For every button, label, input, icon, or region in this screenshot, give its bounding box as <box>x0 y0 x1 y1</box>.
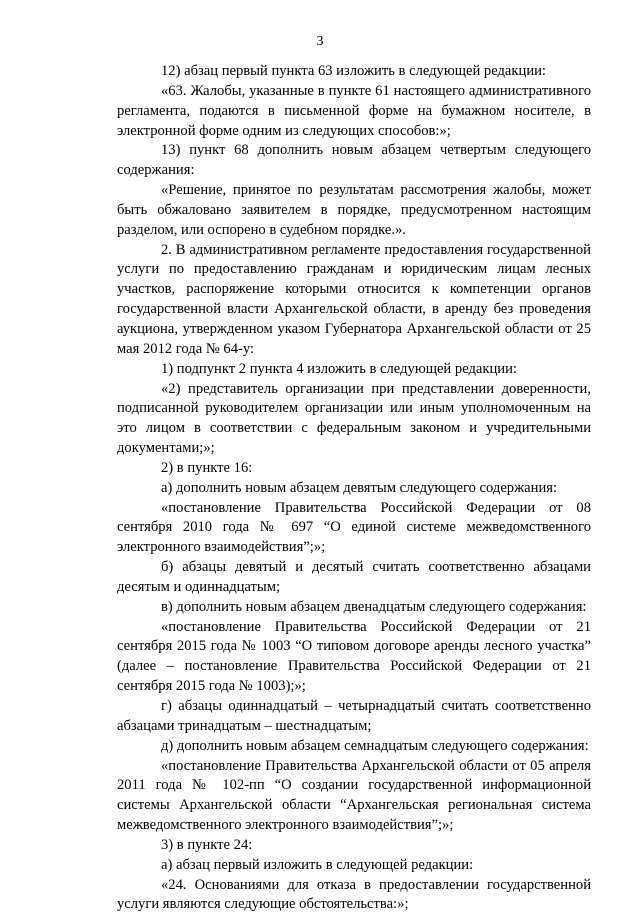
document-body <box>117 62 591 915</box>
paragraph: «постановление Правительства Российской Федерации от 08 сентября 2010 года № 697 “О единой системе межведомственного электронного взаимодействия”;»; <box>117 499 591 556</box>
paragraph: д) дополнить новым абзацем семнадцатым следующего содержания: <box>161 737 589 754</box>
paragraph: «постановление Правительства Российской Федерации от 21 сентября 2015 года № 1003 “О типовом договоре аренды лесного участка” (далее – постановление Правительства Российской Федерации от 21 сентября 2015 года № 1003);»; <box>117 618 591 695</box>
paragraph: 3) в пункте 24: <box>161 836 253 853</box>
paragraph: 12) абзац первый пункта 63 изложить в следующей редакции: <box>161 63 546 79</box>
paragraph: в) дополнить новым абзацем двенадцатым следующего содержания: <box>161 598 587 615</box>
paragraph: «63. Жалобы, указанные в пункте 61 настоящего административного регламента, подаются в письменной форме на бумажном носителе, в электронной форме одним из следующих способов:»; <box>117 82 591 139</box>
paragraph: 13) пункт 68 дополнить новым абзацем четвертым следующего содержания: <box>117 142 591 179</box>
paragraph: б) абзацы девятый и десятый считать соответственно абзацами десятым и одиннадцатым; <box>117 559 591 595</box>
paragraph: «24. Основаниями для отказа в предоставлении государственной услуги являются следующие обстоятельства:»; <box>117 876 591 913</box>
paragraph: а) абзац первый изложить в следующей редакции: <box>161 856 474 873</box>
page-number: 3 <box>316 34 324 49</box>
paragraph: г) абзацы одиннадцатый – четырнадцатый считать соответственно абзацами тринадцатым – шестнадцатым; <box>117 698 591 734</box>
paragraph: «Решение, принятое по результатам рассмотрения жалобы, может быть обжаловано заявителем в порядке, предусмотренном настоящим разделом, или оспорено в судебном порядке.». <box>117 182 591 238</box>
paragraph: 2) в пункте 16: <box>161 459 253 476</box>
paragraph: «постановление Правительства Архангельской области от 05 апреля 2011 года № 102-пп “О создании государственной информационной системы Архангельской области “Архангельская региональная система межведомственного электронного взаимодействия”;»; <box>117 757 591 834</box>
paragraph: а) дополнить новым абзацем девятым следующего содержания: <box>161 479 558 496</box>
paragraph: 2. В административном регламенте предоставления государственной услуги по предоставлению гражданам и юридическим лицам лесных участков, распоряжение которыми относится к компетенции органов государственной власти Архангельской области, в аренду без проведения аукциона, утвержденном указом Губернатора Архангельской области от 25 мая 2012 года № 64-у: <box>117 241 591 357</box>
paragraph: «2) представитель организации при представлении доверенности, подписанной руководителем организации или иным уполномоченным на это лицом в соответствии с федеральным законом и учредительными документами;»; <box>117 380 591 457</box>
paragraph: 1) подпункт 2 пункта 4 изложить в следующей редакции: <box>161 360 517 377</box>
